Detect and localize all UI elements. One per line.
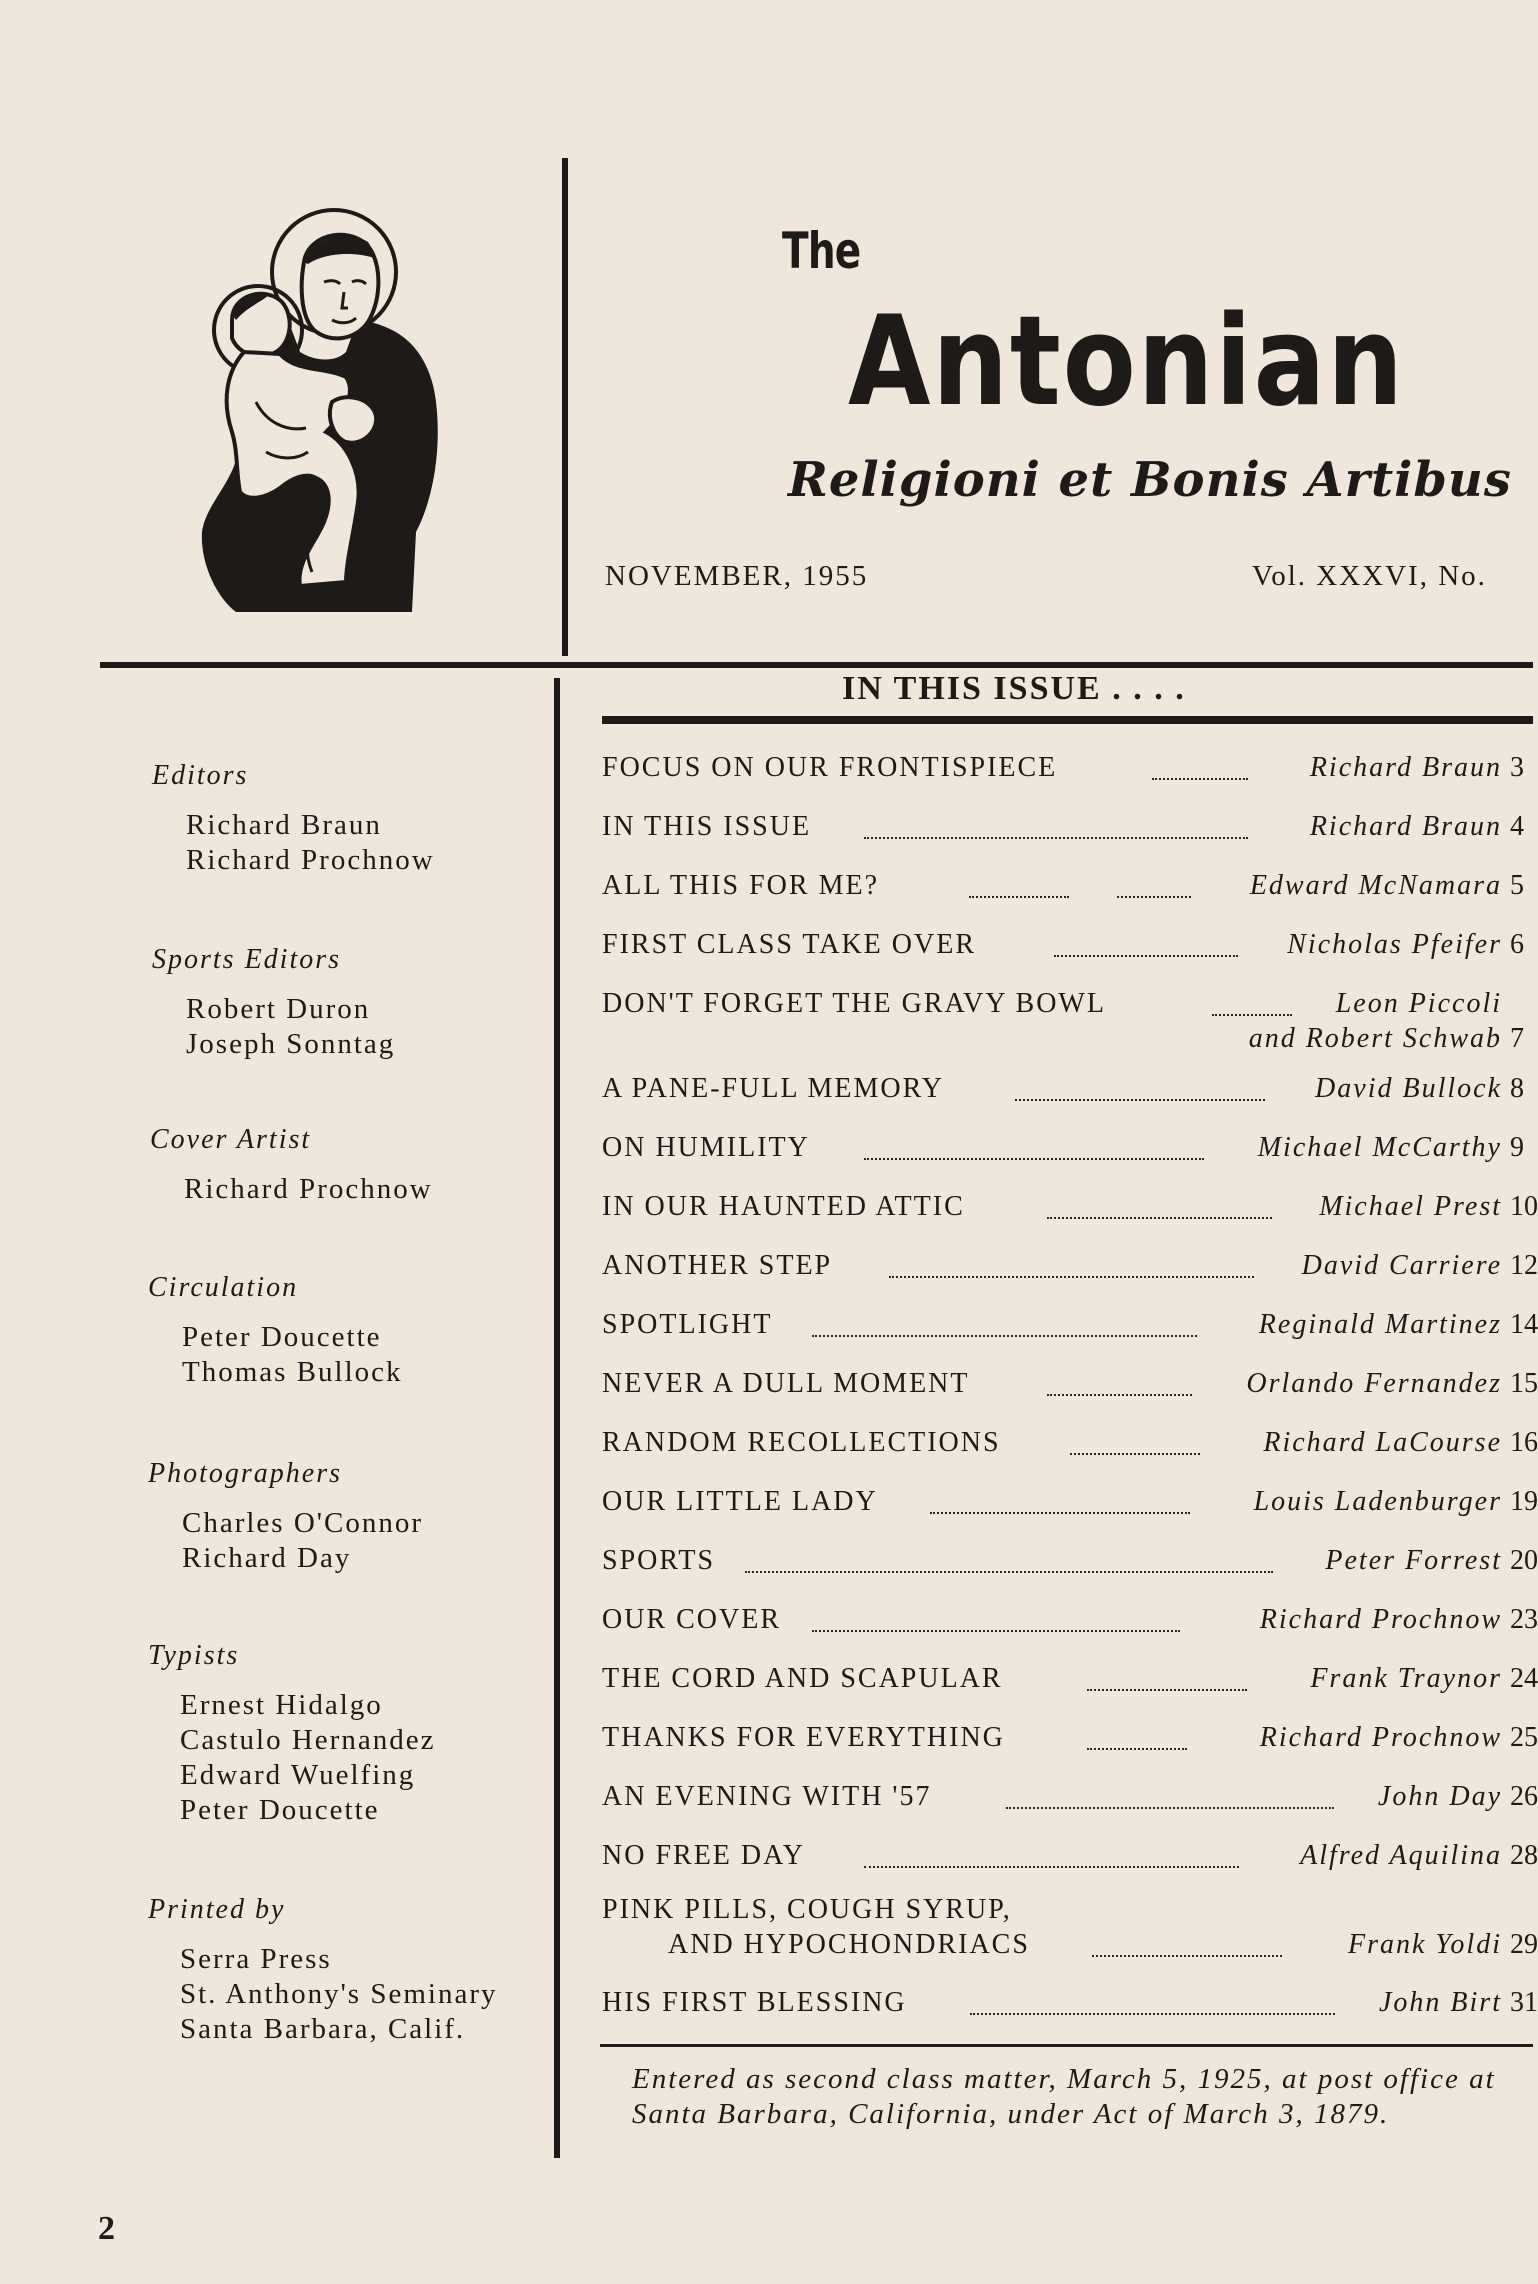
toc-page-number: 5 <box>1510 870 1524 901</box>
toc-author: Orlando Fernandez <box>1246 1368 1502 1399</box>
staff-name: Joseph Sonntag <box>186 1028 396 1060</box>
staff-name: Edward Wuelfing <box>180 1759 416 1791</box>
toc-page-number: 6 <box>1510 929 1524 960</box>
toc-page-number: 31 <box>1510 1987 1538 2018</box>
staff-name: Castulo Hernandez <box>180 1724 436 1756</box>
staff-name: St. Anthony's Seminary <box>180 1978 498 2010</box>
toc-leader-dots <box>889 1276 1254 1278</box>
toc-page-number: 9 <box>1510 1132 1524 1163</box>
toc-entry[interactable] <box>602 1663 1502 1703</box>
toc-page-number: 10 <box>1510 1191 1538 1222</box>
toc-page-number: 24 <box>1510 1663 1538 1694</box>
toc-leader-dots <box>812 1630 1180 1632</box>
toc-title: PINK PILLS, COUGH SYRUP, <box>602 1894 1012 1925</box>
staff-label-printed-by: Printed by <box>148 1894 286 1925</box>
staff-name: Ernest Hidalgo <box>180 1689 383 1721</box>
toc-leader-dots <box>1087 1748 1187 1750</box>
toc-entry[interactable] <box>602 1486 1502 1526</box>
toc-entry[interactable] <box>602 752 1502 792</box>
toc-title: ANOTHER STEP <box>602 1250 833 1281</box>
masthead-motto: Religioni et Bonis Artibus <box>788 452 1512 508</box>
toc-leader-dots <box>970 2013 1335 2015</box>
toc-entry[interactable] <box>602 1250 1502 1290</box>
toc-author: Michael Prest <box>1319 1191 1502 1222</box>
toc-leader-dots <box>969 896 1069 898</box>
toc-author: Nicholas Pfeifer <box>1287 929 1502 960</box>
saint-anthony-illustration <box>196 202 446 614</box>
staff-name: Charles O'Connor <box>182 1507 424 1539</box>
toc-author: Frank Yoldi <box>1348 1929 1502 1960</box>
toc-title: SPOTLIGHT <box>602 1309 773 1340</box>
toc-leader-dots <box>1006 1807 1334 1809</box>
toc-title-second-line: AND HYPOCHONDRIACS <box>668 1929 1030 1960</box>
toc-leader-dots <box>812 1335 1197 1337</box>
toc-author: Richard Braun <box>1309 752 1502 783</box>
toc-author: Frank Traynor <box>1310 1663 1502 1694</box>
toc-author: Michael McCarthy <box>1257 1132 1502 1163</box>
toc-leader-dots <box>1117 896 1191 898</box>
toc-author: Richard Prochnow <box>1259 1604 1502 1635</box>
toc-page-number: 25 <box>1510 1722 1538 1753</box>
toc-title: IN THIS ISSUE <box>602 811 812 842</box>
toc-title: ON HUMILITY <box>602 1132 810 1163</box>
toc-author-second-line: and Robert Schwab <box>1248 1023 1502 1054</box>
toc-title: DON'T FORGET THE GRAVY BOWL <box>602 988 1106 1019</box>
toc-author: Reginald Martinez <box>1258 1309 1502 1340</box>
toc-title: RANDOM RECOLLECTIONS <box>602 1427 1001 1458</box>
toc-entry[interactable] <box>602 1604 1502 1644</box>
toc-page-number: 8 <box>1510 1073 1524 1104</box>
masthead-divider <box>562 158 568 656</box>
staff-name: Serra Press <box>180 1943 332 1975</box>
staff-label-photographers: Photographers <box>148 1458 342 1489</box>
toc-page-number: 20 <box>1510 1545 1538 1576</box>
toc-leader-dots <box>864 1158 1204 1160</box>
staff-name: Richard Prochnow <box>186 844 435 876</box>
toc-entry[interactable] <box>602 811 1502 851</box>
toc-author: Alfred Aquilina <box>1300 1840 1502 1871</box>
toc-entry[interactable] <box>602 1781 1502 1821</box>
toc-page-number: 26 <box>1510 1781 1538 1812</box>
toc-entry[interactable] <box>602 1132 1502 1172</box>
page-number: 2 <box>98 2210 115 2247</box>
toc-author: Richard LaCourse <box>1263 1427 1502 1458</box>
toc-heading-rule <box>602 716 1533 724</box>
toc-author: John Day <box>1377 1781 1502 1812</box>
toc-leader-dots <box>1092 1955 1282 1957</box>
toc-page-number: 3 <box>1510 752 1524 783</box>
issue-volume: Vol. XXXVI, No. <box>1252 560 1487 592</box>
staff-label-cover-artist: Cover Artist <box>150 1124 312 1155</box>
toc-leader-dots <box>1070 1453 1200 1455</box>
toc-title: THANKS FOR EVERYTHING <box>602 1722 1005 1753</box>
toc-title: ALL THIS FOR ME? <box>602 870 879 901</box>
toc-author: David Bullock <box>1315 1073 1502 1104</box>
postal-entry-note: Entered as second class matter, March 5, 1925, at post office at Santa Barbara, California, under Act of March 3, 1879. <box>632 2063 1496 2130</box>
toc-entry[interactable] <box>602 1191 1502 1231</box>
toc-author: John Birt <box>1379 1987 1502 2018</box>
toc-title: IN OUR HAUNTED ATTIC <box>602 1191 965 1222</box>
issue-date: NOVEMBER, 1955 <box>605 560 869 592</box>
toc-leader-dots <box>1152 778 1248 780</box>
toc-entry[interactable] <box>602 870 1502 910</box>
toc-leader-dots <box>1015 1099 1265 1101</box>
toc-author: Peter Forrest <box>1325 1545 1502 1576</box>
staff-name: Peter Doucette <box>180 1794 380 1826</box>
toc-title: NEVER A DULL MOMENT <box>602 1368 970 1399</box>
toc-title: A PANE-FULL MEMORY <box>602 1073 944 1104</box>
toc-entry[interactable] <box>602 988 1502 1068</box>
toc-title: NO FREE DAY <box>602 1840 805 1871</box>
toc-entry[interactable] <box>602 1987 1502 2027</box>
toc-author: Louis Ladenburger <box>1253 1486 1502 1517</box>
toc-author: Richard Prochnow <box>1259 1722 1502 1753</box>
toc-title: OUR COVER <box>602 1604 782 1635</box>
toc-author: Richard Braun <box>1309 811 1502 842</box>
toc-page-number: 14 <box>1510 1309 1538 1340</box>
toc-heading: IN THIS ISSUE . . . . <box>842 670 1186 707</box>
masthead-title: Antonian <box>848 290 1405 434</box>
toc-author: Edward McNamara <box>1249 870 1502 901</box>
staff-name: Richard Braun <box>186 809 382 841</box>
masthead-the: The <box>782 222 861 280</box>
staff-name: Richard Day <box>182 1542 352 1574</box>
staff-name: Thomas Bullock <box>182 1356 403 1388</box>
toc-leader-dots <box>1054 955 1238 957</box>
toc-leader-dots <box>1047 1394 1192 1396</box>
toc-page-number: 16 <box>1510 1427 1538 1458</box>
staff-label-sports-editors: Sports Editors <box>152 944 342 975</box>
toc-entry[interactable] <box>602 1722 1502 1762</box>
toc-leader-dots <box>864 1866 1239 1868</box>
staff-label-typists: Typists <box>148 1640 240 1671</box>
staff-name: Peter Doucette <box>182 1321 382 1353</box>
toc-entry[interactable] <box>602 1840 1502 1880</box>
toc-leader-dots <box>1212 1014 1292 1016</box>
toc-leader-dots <box>745 1571 1273 1573</box>
toc-entry[interactable] <box>602 1073 1502 1113</box>
toc-page-number: 15 <box>1510 1368 1538 1399</box>
toc-page-number: 28 <box>1510 1840 1538 1871</box>
toc-page-number: 29 <box>1510 1929 1538 1960</box>
toc-title: OUR LITTLE LADY <box>602 1486 878 1517</box>
toc-leader-dots <box>864 837 1248 839</box>
toc-author: Leon Piccoli <box>1335 988 1502 1019</box>
toc-entry[interactable] <box>602 1545 1502 1585</box>
staff-label-circulation: Circulation <box>148 1272 299 1303</box>
toc-title: SPORTS <box>602 1545 716 1576</box>
toc-page-number: 7 <box>1510 1023 1524 1054</box>
toc-entry[interactable] <box>602 1368 1502 1408</box>
toc-title: AN EVENING WITH '57 <box>602 1781 932 1812</box>
toc-author: David Carriere <box>1301 1250 1502 1281</box>
toc-page-number: 12 <box>1510 1250 1538 1281</box>
staff-name: Robert Duron <box>186 993 371 1025</box>
column-divider <box>554 678 560 2158</box>
toc-page-number: 4 <box>1510 811 1524 842</box>
toc-entry[interactable] <box>602 929 1502 969</box>
toc-page-number: 19 <box>1510 1486 1538 1517</box>
staff-name: Richard Prochnow <box>184 1173 433 1205</box>
toc-leader-dots <box>1047 1217 1272 1219</box>
staff-label-editors: Editors <box>152 760 249 791</box>
toc-title: FOCUS ON OUR FRONTISPIECE <box>602 752 1058 783</box>
toc-entry[interactable] <box>602 1309 1502 1349</box>
toc-leader-dots <box>1087 1689 1247 1691</box>
toc-entry[interactable] <box>602 1894 1502 1974</box>
masthead-rule <box>100 662 1533 668</box>
toc-entry[interactable] <box>602 1427 1502 1467</box>
staff-name: Santa Barbara, Calif. <box>180 2013 466 2045</box>
toc-page-number: 23 <box>1510 1604 1538 1635</box>
toc-bottom-rule <box>600 2044 1533 2047</box>
toc-title: HIS FIRST BLESSING <box>602 1987 907 2018</box>
toc-leader-dots <box>930 1512 1190 1514</box>
toc-title: THE CORD AND SCAPULAR <box>602 1663 1003 1694</box>
toc-title: FIRST CLASS TAKE OVER <box>602 929 977 960</box>
